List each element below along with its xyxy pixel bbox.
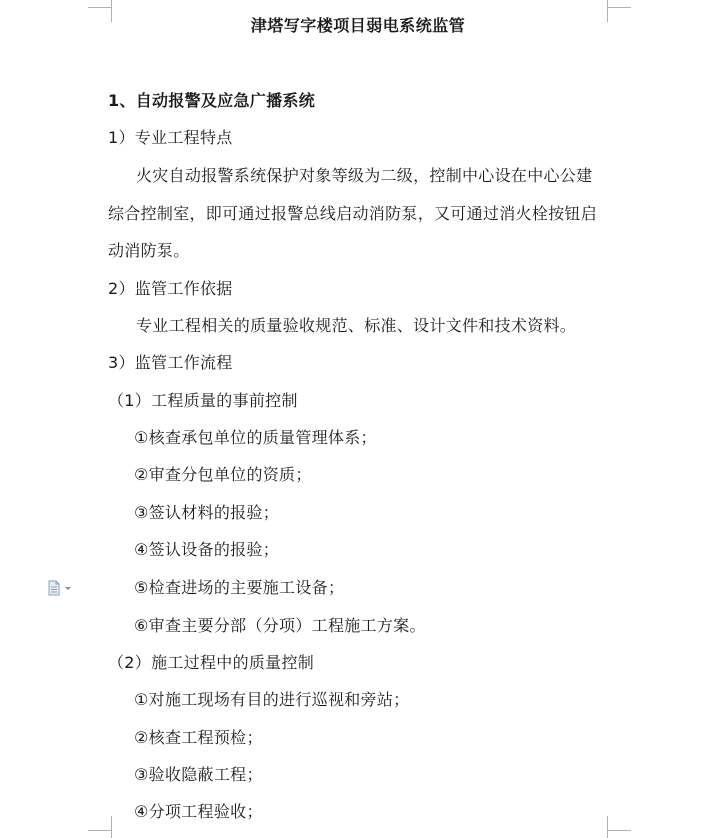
crop-mark-top-right-h bbox=[607, 7, 631, 8]
list-item: ⑤检查进场的主要施工设备； bbox=[134, 578, 345, 597]
paragraph-line: 综合控制室，即可通过报警总线启动消防泵，又可通过消火栓按钮启 bbox=[108, 204, 598, 223]
list-item: ⑥审查主要分部（分项）工程施工方案。 bbox=[134, 616, 426, 635]
list-item: ②审查分包单位的资质； bbox=[134, 465, 312, 484]
crop-mark-bottom-right-h bbox=[607, 830, 631, 831]
list-item: ②核查工程预检； bbox=[134, 728, 263, 747]
subheading-basis: 2）监管工作依据 bbox=[108, 279, 233, 298]
paragraph-line: 火灾自动报警系统保护对象等级为二级，控制中心设在中心公建 bbox=[136, 166, 593, 185]
list-item: ①对施工现场有目的进行巡视和旁站； bbox=[134, 690, 410, 709]
paragraph-line: 动消防泵。 bbox=[108, 241, 190, 260]
list-item: ①核查承包单位的质量管理体系； bbox=[134, 428, 377, 447]
crop-mark-top-left-h bbox=[88, 7, 112, 8]
subheading-workflow: 3）监管工作流程 bbox=[108, 353, 233, 372]
step-heading-pre-control: （1）工程质量的事前控制 bbox=[108, 391, 298, 410]
crop-mark-bottom-right-v bbox=[607, 816, 608, 838]
list-item: ④签认设备的报验； bbox=[134, 540, 280, 559]
crop-mark-bottom-left-h bbox=[88, 830, 112, 831]
document-title: 津塔写字楼项目弱电系统监管 bbox=[250, 16, 466, 35]
document-dropdown-icon[interactable] bbox=[47, 580, 73, 596]
list-item: ④分项工程验收； bbox=[134, 802, 263, 821]
section-heading: 1、自动报警及应急广播系统 bbox=[108, 91, 316, 110]
list-item: ③验收隐蔽工程； bbox=[134, 765, 263, 784]
list-item: ③签认材料的报验； bbox=[134, 503, 280, 522]
subheading-features: 1）专业工程特点 bbox=[108, 128, 233, 147]
paragraph-line: 专业工程相关的质量验收规范、标准、设计文件和技术资料。 bbox=[136, 316, 577, 335]
crop-mark-bottom-left-v bbox=[111, 816, 112, 838]
step-heading-process-control: （2）施工过程中的质量控制 bbox=[108, 653, 315, 672]
